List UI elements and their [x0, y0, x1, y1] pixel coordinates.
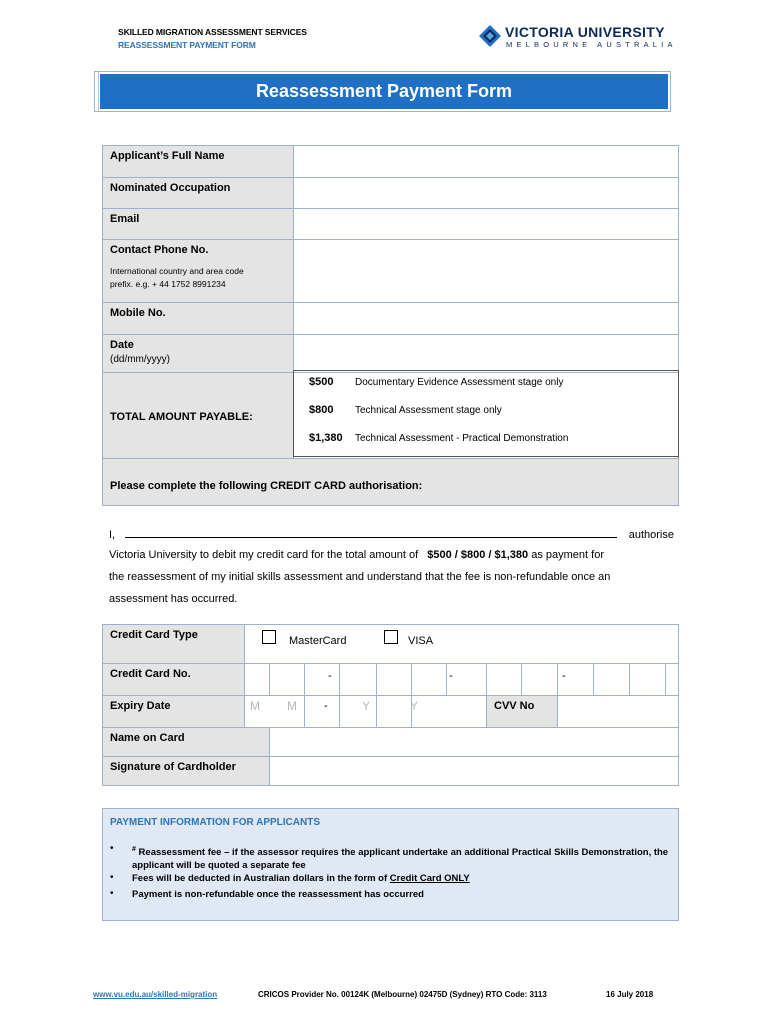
authorisation-amounts: $500 / $800 / $1,380	[427, 549, 529, 561]
bullet: •	[110, 888, 114, 899]
card-digit-box[interactable]	[594, 664, 630, 696]
footer-cricos: CRICOS Provider No. 00124K (Melbourne) 02475D (Sydney) RTO Code: 3113	[258, 990, 547, 999]
expiry-month-placeholder: M	[287, 699, 297, 713]
payment-information-box	[102, 808, 679, 921]
header-org-line: SKILLED MIGRATION ASSESSMENT SERVICES	[118, 27, 307, 37]
logo-diamond-icon	[479, 25, 501, 47]
card-number-label: Credit Card No.	[103, 664, 245, 696]
name-on-card-field[interactable]	[270, 728, 679, 757]
expiry-separator	[340, 696, 377, 728]
info-item-currency: Fees will be deducted in Australian dollars in the form of Credit Card ONLY	[132, 873, 470, 884]
card-digit-box[interactable]	[377, 664, 412, 696]
card-digit-box[interactable]	[630, 664, 666, 696]
card-digit-box[interactable]	[666, 664, 679, 696]
authorisation-i-label: I,	[109, 529, 116, 541]
authorisation-line-2: Victoria University to debit my credit card for the total amount of $500 / $800 / $1,380 as payment for	[109, 549, 604, 561]
header-form-line: REASSESSMENT PAYMENT FORM	[118, 40, 256, 50]
title-accent-bar	[95, 72, 99, 111]
form-title-banner	[94, 71, 671, 112]
cvv-label: CVV No	[487, 696, 558, 728]
victoria-university-logo	[479, 24, 677, 50]
card-digit-box[interactable]	[305, 664, 340, 696]
date-format-hint: (dd/mm/yyyy)	[110, 354, 170, 365]
expiry-date-label: Expiry Date	[103, 696, 245, 728]
date-label: Date (dd/mm/yyyy)	[103, 335, 294, 373]
expiry-year-2[interactable]	[412, 696, 487, 728]
email-field[interactable]	[294, 209, 679, 240]
full-name-field[interactable]	[294, 146, 679, 178]
payment-info-title: PAYMENT INFORMATION FOR APPLICANTS	[110, 817, 320, 828]
footer-website-link[interactable]: www.vu.edu.au/skilled-migration	[93, 990, 218, 999]
signature-label: Signature of Cardholder	[103, 757, 270, 786]
authoriser-name-line[interactable]	[125, 537, 617, 538]
card-digit-box[interactable]	[412, 664, 447, 696]
page-title: Reassessment Payment Form	[100, 74, 668, 109]
phone-note: International country and area code prefix. e.g. + 44 1752 8991234	[110, 266, 244, 289]
card-number-dash: -	[562, 670, 566, 682]
date-field[interactable]	[294, 335, 679, 373]
amount-option-500[interactable]: $500 Documentary Evidence Assessment stage only	[309, 376, 564, 388]
card-number-dash: -	[328, 670, 332, 682]
visa-checkbox[interactable]	[384, 630, 398, 644]
email-label: Email	[103, 209, 294, 240]
amount-options	[293, 370, 679, 459]
authorise-word: authorise	[628, 529, 674, 541]
logo-name: VICTORIA UNIVERSITY	[505, 24, 665, 40]
cvv-field[interactable]	[558, 696, 679, 728]
card-digit-box[interactable]	[522, 664, 558, 696]
expiry-year-placeholder: Y	[362, 699, 371, 713]
phone-label: Contact Phone No. International country and area code prefix. e.g. + 44 1752 8991234	[103, 240, 294, 303]
mobile-field[interactable]	[294, 303, 679, 335]
amount-option-1380[interactable]: $1,380 Technical Assessment - Practical Demonstration	[309, 432, 569, 444]
phone-field[interactable]	[294, 240, 679, 303]
logo-subtitle: MELBOURNE AUSTRALIA	[506, 40, 677, 49]
mastercard-checkbox[interactable]	[262, 630, 276, 644]
mastercard-label: MasterCard	[289, 635, 347, 647]
authorisation-line-3: the reassessment of my initial skills assessment and understand that the fee is non-refundable once an	[109, 571, 611, 583]
full-name-label: Applicant’s Full Name	[103, 146, 294, 178]
info-item-non-refundable: Payment is non-refundable once the reassessment has occurred	[132, 889, 424, 900]
expiry-dash: -	[324, 700, 328, 712]
name-on-card-label: Name on Card	[103, 728, 270, 757]
occupation-label: Nominated Occupation	[103, 178, 294, 209]
amount-option-800[interactable]: $800 Technical Assessment stage only	[309, 404, 502, 416]
total-amount-label: TOTAL AMOUNT PAYABLE:	[103, 373, 294, 462]
mobile-label: Mobile No.	[103, 303, 294, 335]
info-item-reassessment-fee: # Reassessment fee – if the assessor requires the applicant undertake an additional Practical Skills Demonstration, the applicant will be quoted a separate fee	[132, 846, 669, 872]
signature-field[interactable]	[270, 757, 679, 786]
occupation-field[interactable]	[294, 178, 679, 209]
card-digit-box[interactable]	[487, 664, 522, 696]
expiry-month-2[interactable]	[305, 696, 340, 728]
card-digit-box[interactable]	[245, 664, 270, 696]
bullet: •	[110, 843, 114, 854]
authorisation-line-4: assessment has occurred.	[109, 593, 238, 605]
credit-card-table	[102, 624, 679, 786]
expiry-year-1[interactable]	[377, 696, 412, 728]
card-number-dash: -	[449, 670, 453, 682]
card-type-label: Credit Card Type	[103, 625, 245, 664]
footer-date: 16 July 2018	[606, 990, 654, 999]
expiry-year-placeholder: Y	[410, 699, 419, 713]
card-digit-box[interactable]	[340, 664, 377, 696]
bullet: •	[110, 872, 114, 883]
card-digit-box[interactable]	[270, 664, 305, 696]
expiry-month-placeholder: M	[250, 699, 260, 713]
authorisation-heading: Please complete the following CREDIT CARD authorisation:	[102, 458, 679, 506]
visa-label: VISA	[408, 635, 434, 647]
